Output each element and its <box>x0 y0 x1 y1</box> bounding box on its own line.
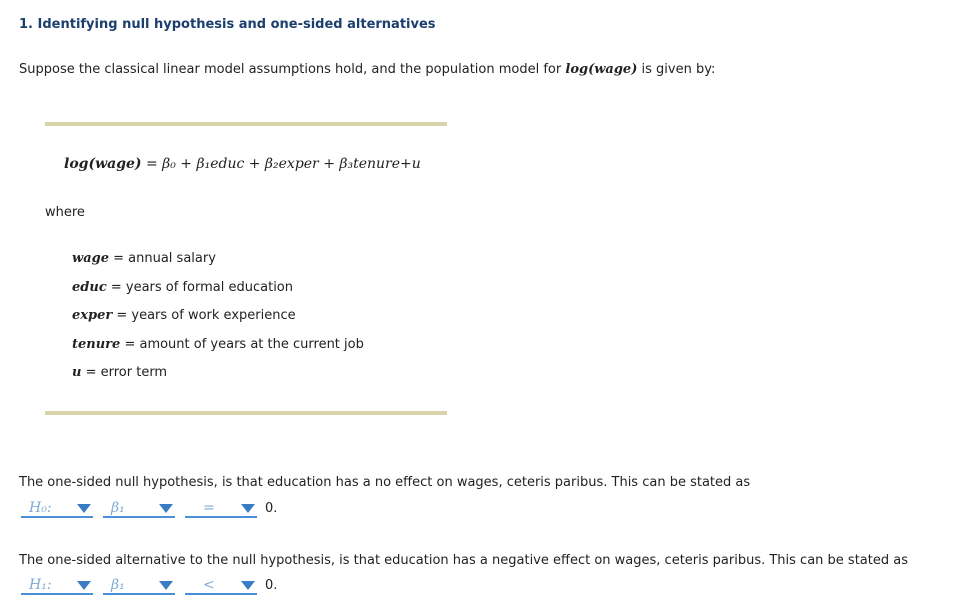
chevron-down-icon <box>159 581 173 590</box>
alternative-hypothesis-statement: The one-sided alternative to the null hypothesis, is that education has a negative effect on wages, ceteris paribus. This can be stated as <box>19 553 908 568</box>
alt-operator-select[interactable] <box>185 577 257 595</box>
definition-var: u <box>72 365 82 380</box>
chevron-down-icon <box>241 504 255 513</box>
top-rule <box>45 122 447 126</box>
alt-value: 0. <box>265 578 278 593</box>
definition-desc: = error term <box>85 365 168 380</box>
definition-var: tenure <box>72 337 121 352</box>
null-param-select[interactable] <box>103 500 175 518</box>
chevron-down-icon <box>77 581 91 590</box>
definition-desc: = years of work experience <box>116 308 296 323</box>
null-value: 0. <box>265 501 278 516</box>
definition-var: wage <box>72 251 109 266</box>
definition-var: exper <box>72 308 113 323</box>
equation-rhs: = β₀ + β₁educ + β₂exper + β₃tenure+u <box>145 156 421 172</box>
null-operator-select[interactable] <box>185 500 257 518</box>
null-param-select-value: β₁ <box>111 500 125 516</box>
alt-param-select-value: β₁ <box>111 577 125 593</box>
definition-var: educ <box>72 280 107 295</box>
alt-param-select[interactable] <box>103 577 175 595</box>
question-title: 1. Identifying null hypothesis and one-sided alternatives <box>19 17 436 32</box>
alt-hypothesis-select[interactable] <box>21 577 93 595</box>
intro-text <box>19 62 715 77</box>
where-label: where <box>45 205 85 220</box>
definition-desc: = amount of years at the current job <box>124 337 364 352</box>
model-equation <box>64 156 421 172</box>
bottom-rule <box>45 411 447 415</box>
null-hypothesis-select-value: H₀: <box>29 500 52 516</box>
null-operator-select-value: = <box>203 500 215 516</box>
definition-desc: = annual salary <box>113 251 216 266</box>
intro-suffix: is given by: <box>641 62 716 77</box>
chevron-down-icon <box>77 504 91 513</box>
null-hypothesis-statement: The one-sided null hypothesis, is that education has a no effect on wages, ceteris paribus. This can be stated as <box>19 475 751 490</box>
definition-desc: = years of formal education <box>110 280 293 295</box>
null-hypothesis-select[interactable] <box>21 500 93 518</box>
definition-educ <box>72 280 293 295</box>
intro-math: log(wage) <box>565 62 638 77</box>
definition-u <box>72 365 167 380</box>
alt-hypothesis-select-value: H₁: <box>29 577 52 593</box>
alt-operator-select-value: < <box>203 577 215 593</box>
definition-wage <box>72 251 216 266</box>
definition-exper <box>72 308 296 323</box>
chevron-down-icon <box>241 581 255 590</box>
definition-tenure <box>72 337 364 352</box>
equation-lhs: log(wage) <box>64 156 142 172</box>
chevron-down-icon <box>159 504 173 513</box>
intro-text-body: Suppose the classical linear model assumptions hold, and the population model for <box>19 62 562 77</box>
